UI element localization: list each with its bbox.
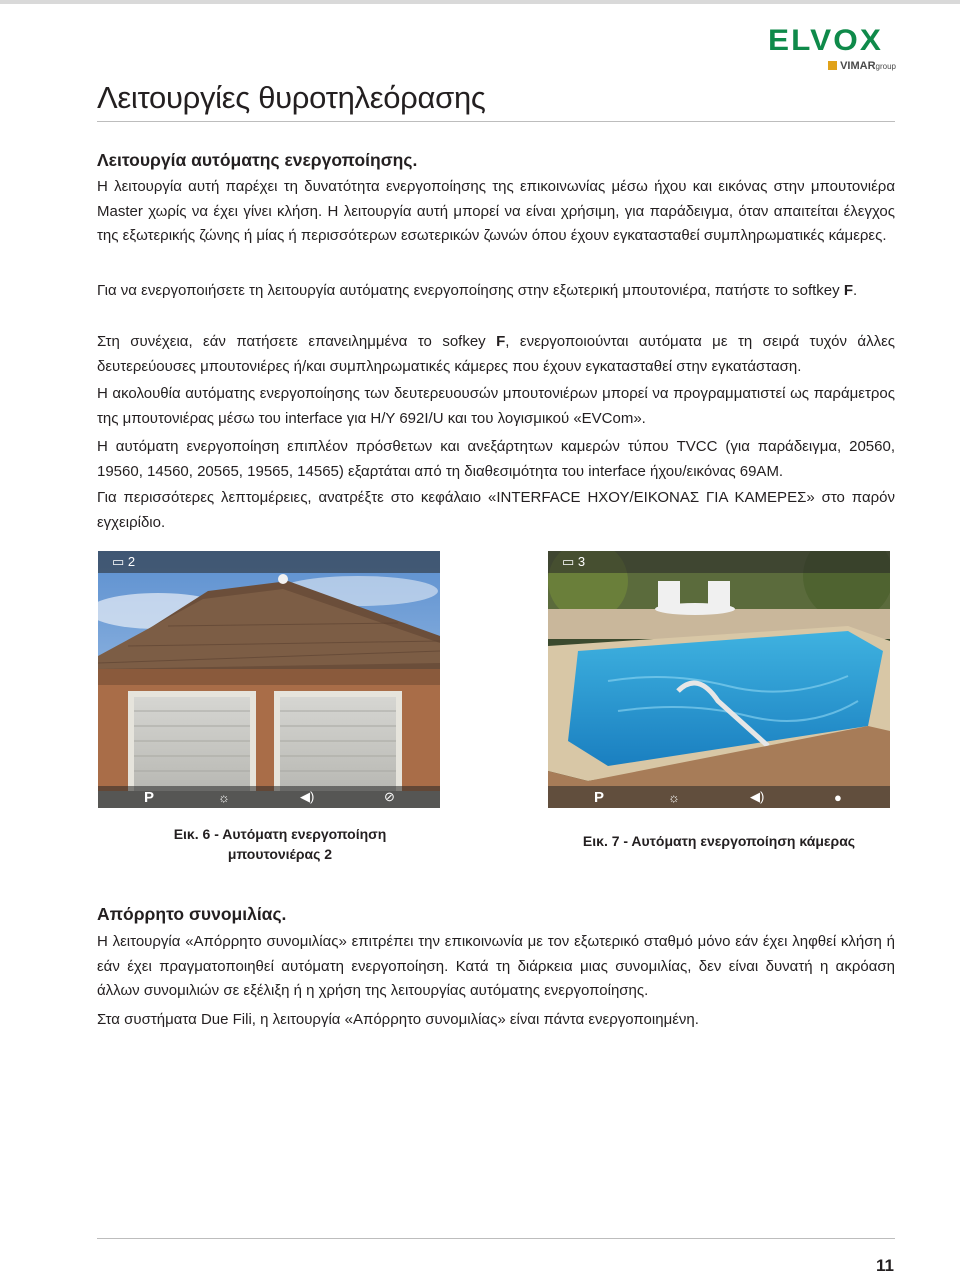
section-heading-auto-activation: Λειτουργία αυτόματης ενεργοποίησης. <box>97 150 418 170</box>
osd-bottom-bar <box>98 786 440 808</box>
paragraph-auto-activation-intro: Η λειτουργία αυτή παρέχει τη δυνατότητα ενεργοποίησης της επικοινωνίας μέσω ήχου και εικόνας στην μπουτονιέρα Master χωρίς να έχει γίνει κλήση. Η λειτουργία αυτή μπορεί να είναι χρήσιμη, για παράδειγμα, όταν απαιτείται έλεγχος της εξωτερικής ζώνης ή μίας ή περισσότερων εσωτερικών ζωνών όπου έχουν εγκατασταθεί συμπληρωματικές κάμερες. <box>97 178 895 244</box>
figure-6-caption-line2: μπουτονιέρας 2 <box>227 846 333 862</box>
figure-6-caption-line1: Εικ. 6 - Αυτόματη ενεργοποίηση <box>173 826 387 842</box>
elvox-logo-text: ELVOX <box>768 24 883 57</box>
page-title: Λειτουργίες θυροτηλεόρασης <box>97 80 486 115</box>
p2-text: Για να ενεργοποιήσετε τη λειτουργία αυτόματης ενεργοποίησης στην εξωτερική μπουτονιέρα, πατήστε το softkey <box>97 282 844 299</box>
brightness-icon: ☼ <box>668 790 680 805</box>
paragraph-auto-activation-sequence <box>97 330 895 379</box>
osd-top-bar <box>548 551 890 573</box>
osd-bottom-bar <box>548 786 890 808</box>
volume-icon: ◀) <box>300 789 315 804</box>
figure-7-pool-image <box>548 551 890 808</box>
osd-p-key: P <box>594 789 605 806</box>
osd-p-key: P <box>144 789 155 806</box>
elvox-vimar-logo <box>768 26 896 76</box>
paragraph-privacy-due-fili: Στα συστήματα Due Fili, η λειτουργία «Απόρρητο συνομιλίας» είναι πάντα ενεργοποιημένη. <box>97 1011 699 1028</box>
figure-7-caption: Εικ. 7 - Αυτόματη ενεργοποίηση κάμερας <box>582 833 856 849</box>
osd-channel-number: 2 <box>127 554 136 569</box>
osd-camera-indicator: ▭ 2 <box>112 554 136 569</box>
osd-top-bar <box>98 551 440 573</box>
p3-start: Στη συνέχεια, εάν πατήσετε επανειλημμένα το sofkey <box>97 333 497 350</box>
volume-icon: ◀) <box>750 789 765 804</box>
p3-end: , ενεργοποιούνται αυτόματα με τη σειρά τυχόν άλλες δευτερεύουσες μπουτονιέρες ή/και συμπληρωματικές κάμερες που έχουν εγκατασταθεί στην εγκατάσταση. <box>97 333 896 375</box>
footer-divider <box>97 1238 895 1239</box>
section-heading-privacy: Απόρρητο συνομιλίας. <box>97 904 287 924</box>
microphone-icon: ● <box>834 790 842 805</box>
p2-end: . <box>853 282 858 299</box>
osd-channel-number: 3 <box>577 554 586 569</box>
paragraph-auto-activation-softkey <box>97 279 895 304</box>
paragraph-auto-activation-programming: Η ακολουθία αυτόματης ενεργοποίησης των δευτερευουσών μπουτονιέρων μπορεί να προγραμματιστεί ως παράμετρος της μπουτονιέρας μέσω του interface για Η/Υ 692I/U και του λογισμικού «EVCom». <box>97 385 895 427</box>
figure-6-garage-image <box>98 551 440 808</box>
group-text: group <box>875 62 896 71</box>
vimar-text: VIMAR <box>840 60 876 72</box>
paragraph-privacy-description: Η λειτουργία «Απόρρητο συνομιλίας» επιτρέπει την επικοινωνία με τον εξωτερικό σταθμό μόνο εάν έχει ληφθεί κλήση ή εάν έχει πραγματοποιηθεί αυτόματη ενεργοποίηση. Κατά τη διάρκεια μιας συνομιλίας, δεν είναι δυνατή η ακρόαση άλλων συνομιλιών σε εξέλιξη ή η χρήση της λειτουργίας αυτόματης ενεργοποίησης. <box>97 933 895 999</box>
brightness-icon: ☼ <box>218 790 230 805</box>
vimar-group-label <box>828 60 896 72</box>
osd-camera-indicator: ▭ 3 <box>562 554 586 569</box>
page-number: 11 <box>876 1256 894 1275</box>
paragraph-auto-activation-tvcc: Η αυτόματη ενεργοποίηση επιπλέον πρόσθετων και ανεξάρτητων καμερών τύπου TVCC (για παράδειγμα, 20560, 19560, 14560, 20565, 19565, 14565) εξαρτάται από τη διαθεσιμότητα του interface ήχου/εικόνας 69AM. <box>97 438 895 480</box>
softkey-f-2: F <box>496 333 506 350</box>
vimar-mark-icon <box>828 61 837 70</box>
garage-scene <box>98 551 440 808</box>
top-band <box>0 0 960 4</box>
pool-scene <box>548 551 890 808</box>
title-divider <box>97 121 895 122</box>
microphone-mute-icon: ⊘ <box>384 789 395 804</box>
figure-6-caption <box>140 824 420 864</box>
softkey-f: F <box>843 282 853 299</box>
paragraph-auto-activation-details: Για περισσότερες λεπτομέρειες, ανατρέξτε στο κεφάλαιο «INTERFACE ΗΧΟΥ/ΕΙΚΟΝΑΣ ΓΙΑ ΚΑΜΕΡΕΣ» στο παρόν εγχειρίδιο. <box>97 489 895 531</box>
